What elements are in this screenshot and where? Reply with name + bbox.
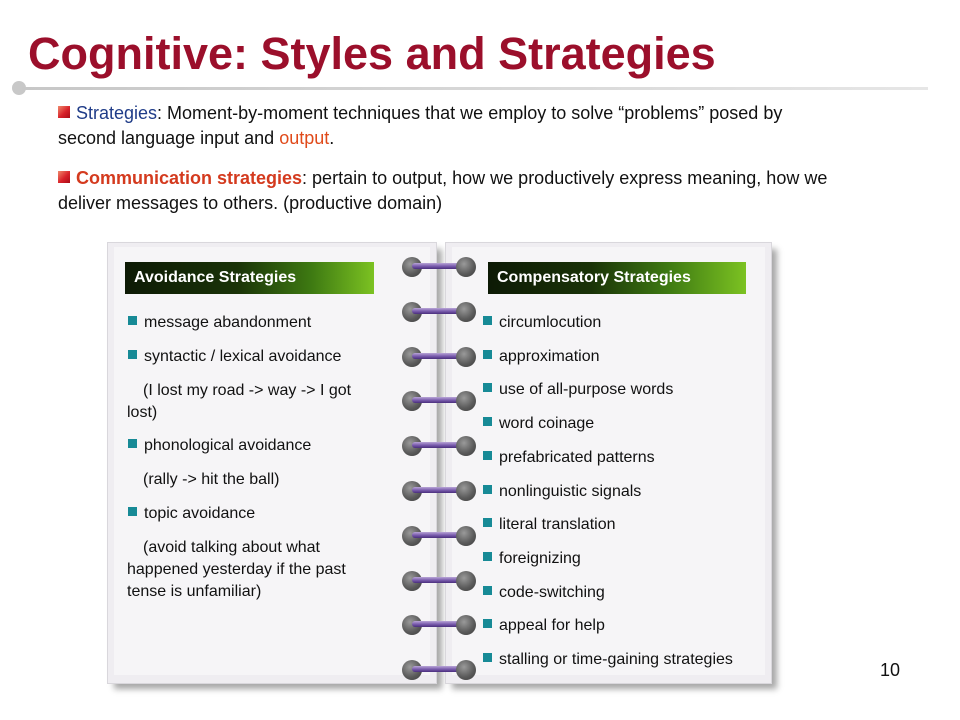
teal-square-bullet-icon [483,619,492,628]
teal-square-bullet-icon [483,518,492,527]
list-item: message abandonment [128,312,311,334]
list-item: code-switching [483,582,605,604]
list-note: (rally -> hit the ball) [143,471,280,488]
spiral-ring-icon [402,525,476,547]
teal-square-bullet-icon [128,439,137,448]
red-square-bullet-icon [58,106,70,118]
list-note: (avoid talking about what happened yesterday if the past tense is unfamiliar) [127,539,346,600]
strategies-output-highlight: output [279,128,330,148]
communication-paragraph [58,166,838,216]
spiral-ring-icon [402,435,476,457]
list-item: syntactic / lexical avoidance [128,346,341,368]
compensatory-header: Compensatory Strategies [488,262,746,294]
spiral-ring-icon [402,570,476,592]
list-item: circumlocution [483,312,601,334]
avoidance-header: Avoidance Strategies [125,262,374,294]
strategies-paragraph [58,101,838,151]
spiral-ring-icon [402,659,476,681]
list-item: word coinage [483,413,594,435]
title-rule [22,87,928,90]
teal-square-bullet-icon [128,316,137,325]
communication-text: : pertain to output, how we productively express meaning, how we deliver messages to others. (productive domain) [58,168,828,213]
teal-square-bullet-icon [483,451,492,460]
communication-term: Communication strategies [76,168,303,188]
teal-square-bullet-icon [483,552,492,561]
list-item: prefabricated patterns [483,447,655,469]
teal-square-bullet-icon [483,653,492,662]
teal-square-bullet-icon [483,485,492,494]
list-note: (I lost my road -> way -> I got lost) [127,382,352,421]
spiral-ring-icon [402,614,476,636]
list-item: use of all-purpose words [483,379,673,401]
spiral-ring-icon [402,390,476,412]
list-item: nonlinguistic signals [483,481,641,503]
slide-number: 10 [880,660,901,680]
strategies-term: Strategies [76,103,158,123]
spiral-ring-icon [402,301,476,323]
list-item: foreignizing [483,548,581,570]
teal-square-bullet-icon [483,350,492,359]
teal-square-bullet-icon [483,383,492,392]
teal-square-bullet-icon [483,417,492,426]
strategies-text-end: . [329,128,335,148]
strategies-text: : Moment-by-moment techniques that we employ to solve “problems” posed by second language input and [58,103,783,148]
list-item: appeal for help [483,615,605,637]
list-item: approximation [483,346,600,368]
notebook-left-page [108,243,436,683]
teal-square-bullet-icon [128,507,137,516]
spiral-ring-icon [402,346,476,368]
spiral-ring-icon [402,256,476,278]
spiral-ring-icon [402,480,476,502]
list-item: literal translation [483,514,616,536]
red-square-bullet-icon [58,171,70,183]
teal-square-bullet-icon [483,586,492,595]
list-item: stalling or time-gaining strategies [483,649,733,671]
teal-square-bullet-icon [128,350,137,359]
list-item: phonological avoidance [128,435,311,457]
slide-title: Cognitive: Styles and Strategies [28,28,716,79]
teal-square-bullet-icon [483,316,492,325]
list-item: topic avoidance [128,503,255,525]
